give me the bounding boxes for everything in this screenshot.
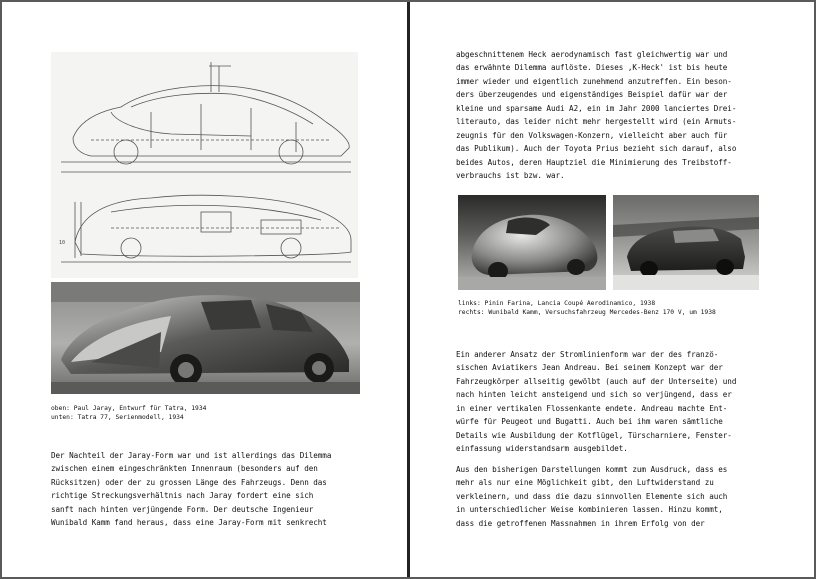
left-page: [2, 2, 407, 577]
text-line: richtige Streckungsverhältnis nach Jaray fordert eine sich: [51, 491, 314, 501]
text-line: kleine und sparsame Audi A2, ein im Jahr 2000 lanciertes Drei-: [456, 103, 737, 113]
drawing-number: 10: [59, 240, 66, 246]
lancia-photo-svg: [458, 195, 606, 290]
text-line: mehr als nur eine Möglichkeit gibt, den Luftwiderstand zu: [456, 478, 714, 488]
left-paragraph: [51, 449, 331, 530]
book-spread: [2, 2, 814, 577]
text-line: immer wieder und eigentlich zunehmend anzutreffen. Ein beson-: [456, 76, 732, 86]
text-line: Rücksitzen) oder der zu grossen Länge des Fahrzeugs. Denn das: [51, 477, 327, 487]
right-figure-caption: [458, 299, 716, 317]
right-paragraph-1: [456, 48, 736, 183]
tatra-photo-svg: [51, 282, 360, 394]
text-line: in einer vertikalen Flossenkante endete. Andreau machte Ent-: [456, 403, 728, 413]
text-line: zeugnis für den Volkswagen-Konzern, vielleicht aber auch für: [456, 130, 728, 140]
text-line: sischen Aviatikers Jean Andreau. Bei seinem Konzept war der: [456, 363, 723, 373]
text-line: Fahrzeugkörper allseitig gewölbt (auch auf der Unterseite) und: [456, 376, 737, 386]
caption-line: oben: Paul Jaray, Entwurf für Tatra, 1934: [51, 405, 207, 412]
caption-line: unten: Tatra 77, Serienmodell, 1934: [51, 414, 184, 421]
tatra-77-photo: [51, 282, 360, 394]
text-line: sanft nach hinten verjüngende Form. Der deutsche Ingenieur: [51, 504, 314, 514]
caption-line: links: Pinin Farina, Lancia Coupé Aerodinamico, 1938: [458, 300, 656, 307]
text-line: Aus den bisherigen Darstellungen kommt zum Ausdruck, dass es: [456, 465, 728, 474]
right-paragraph-3: [456, 463, 727, 530]
text-line: würfe für Peugeot und Bugatti. Auch bei ihm waren sämtliche: [456, 417, 723, 427]
text-line: zwischen einem eingeschränkten Innenraum (besonders auf den: [51, 464, 318, 474]
text-line: Wunibald Kamm fand heraus, dass eine Jaray-Form mit senkrecht: [51, 518, 327, 528]
lancia-coupe-photo: [458, 195, 606, 290]
jaray-drawing-figure: [51, 52, 358, 278]
kamm-photo-svg: [613, 195, 759, 290]
text-line: verkleinern, und dass die dazu sinnvollen Elemente sich auch: [456, 491, 728, 501]
jaray-drawing-svg: [51, 52, 358, 278]
kamm-mercedes-photo: [613, 195, 759, 290]
text-line: beides Autos, deren Hauptziel die Minimierung des Treibstoff-: [456, 157, 732, 167]
right-paragraph-2: [456, 348, 736, 456]
text-line: verbrauchs ist bzw. war.: [456, 171, 565, 181]
text-line: dass die getroffenen Massnahmen in ihrem Erfolg von der: [456, 518, 705, 528]
right-page: [410, 2, 814, 577]
left-figure-caption: [51, 404, 206, 422]
text-line: das Publikum). Auch der Toyota Prius bezieht sich darauf, also: [456, 144, 737, 154]
text-line: nach hinten leicht ansteigend und sich so verjüngend, dass er: [456, 390, 732, 400]
text-line: einfassung widerstandsarm ausgebildet.: [456, 444, 628, 454]
text-line: Ein anderer Ansatz der Stromlinienform war der des franzö-: [456, 350, 719, 359]
caption-line: rechts: Wunibald Kamm, Versuchsfahrzeug Mercedes-Benz 170 V, um 1938: [458, 309, 716, 316]
text-line: literauto, das leider nicht mehr hergestellt wird (ein Armuts-: [456, 117, 737, 127]
text-line: Details wie Ausbildung der Kotflügel, Türscharniere, Fenster-: [456, 430, 732, 440]
text-line: Der Nachteil der Jaray-Form war und ist allerdings das Dilemma: [51, 451, 332, 460]
text-line: abgeschnittenem Heck aerodynamisch fast gleichwertig war und: [456, 50, 728, 59]
text-line: in unterschiedlicher Weise kombinieren lassen. Hinzu kommt,: [456, 505, 723, 515]
text-line: das erwähnte Dilemma auflöste. Dieses ‚K-Heck' ist bis heute: [456, 63, 728, 73]
text-line: ders überzeugendes und eigenständiges Beispiel dafür war der: [456, 90, 728, 100]
